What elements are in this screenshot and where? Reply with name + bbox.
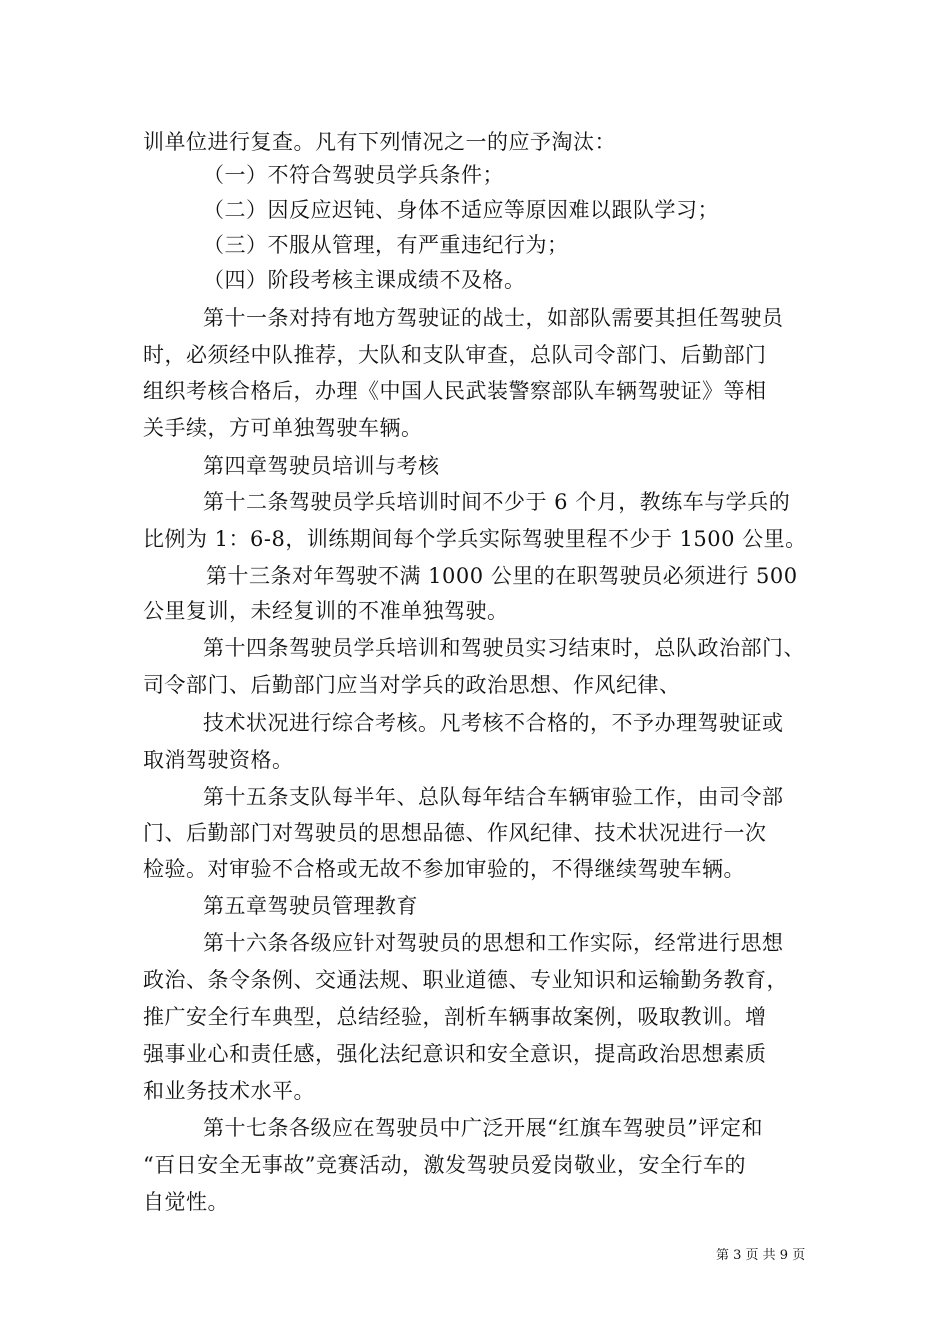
text-line: 和业务技术水平。: [143, 1079, 315, 1103]
text-line: 技术状况进行综合考核。凡考核不合格的，不予办理驾驶证或: [203, 711, 784, 735]
text-line: （四）阶段考核主课成绩不及格。: [203, 268, 526, 292]
text-line: 强事业心和责任感，强化法纪意识和安全意识，提高政治思想素质: [143, 1042, 767, 1066]
text-line: 训单位进行复查。凡有下列情况之一的应予淘汰：: [143, 130, 616, 154]
text-line: 自觉性。: [143, 1190, 229, 1214]
text-line: 司令部门、后勤部门应当对学兵的政治思想、作风纪律、: [143, 673, 681, 697]
text-line: 时，必须经中队推荐，大队和支队审查，总队司令部门、后勤部门: [143, 343, 767, 367]
text-line: 推广安全行车典型，总结经验，剖析车辆事故案例，吸取教训。增: [143, 1005, 767, 1029]
text-line: （一）不符合驾驶员学兵条件；: [203, 163, 504, 187]
text-line: 第十一条对持有地方驾驶证的战士，如部队需要其担任驾驶员: [203, 306, 784, 330]
text-line: 关手续，方可单独驾驶车辆。: [143, 416, 423, 440]
text-line: 政治、条令条例、交通法规、职业道德、专业知识和运输勤务教育，: [143, 968, 788, 992]
text-line: 第十七条各级应在驾驶员中广泛开展“红旗车驾驶员”评定和: [203, 1116, 763, 1140]
text-line: （二）因反应迟钝、身体不适应等原因难以跟队学习；: [203, 198, 719, 222]
text-line: 第十六条各级应针对驾驶员的思想和工作实际，经常进行思想: [203, 931, 784, 955]
section-heading: 第四章驾驶员培训与考核: [203, 454, 440, 478]
text-line: （三）不服从管理，有严重违纪行为；: [203, 233, 569, 257]
text-line: 第十五条支队每半年、总队每年结合车辆审验工作，由司令部: [203, 785, 784, 809]
text-line: 比例为 1：6-8，训练期间每个学兵实际驾驶里程不少于 1500 公里。: [143, 527, 807, 551]
page-number: 第 3 页 共 9 页: [716, 1248, 806, 1263]
text-line: 第十二条驾驶员学兵培训时间不少于 6 个月，教练车与学兵的: [203, 490, 791, 514]
text-line: 取消驾驶资格。: [143, 748, 294, 772]
text-line: 公里复训，未经复训的不准单独驾驶。: [143, 599, 509, 623]
section-heading: 第五章驾驶员管理教育: [203, 894, 418, 918]
text-line: 检验。对审验不合格或无故不参加审验的，不得继续驾驶车辆。: [143, 857, 745, 881]
text-line: 组织考核合格后，办理《中国人民武装警察部队车辆驾驶证》等相: [143, 379, 767, 403]
text-line: 门、后勤部门对驾驶员的思想品德、作风纪律、技术状况进行一次: [143, 821, 767, 845]
text-line: 第十四条驾驶员学兵培训和驾驶员实习结束时，总队政治部门、: [203, 636, 805, 660]
text-line: 第十三条对年驾驶不满 1000 公里的在职驾驶员必须进行 500: [206, 564, 798, 588]
text-line: “百日安全无事故”竞赛活动，激发驾驶员爱岗敬业，安全行车的: [143, 1153, 746, 1177]
